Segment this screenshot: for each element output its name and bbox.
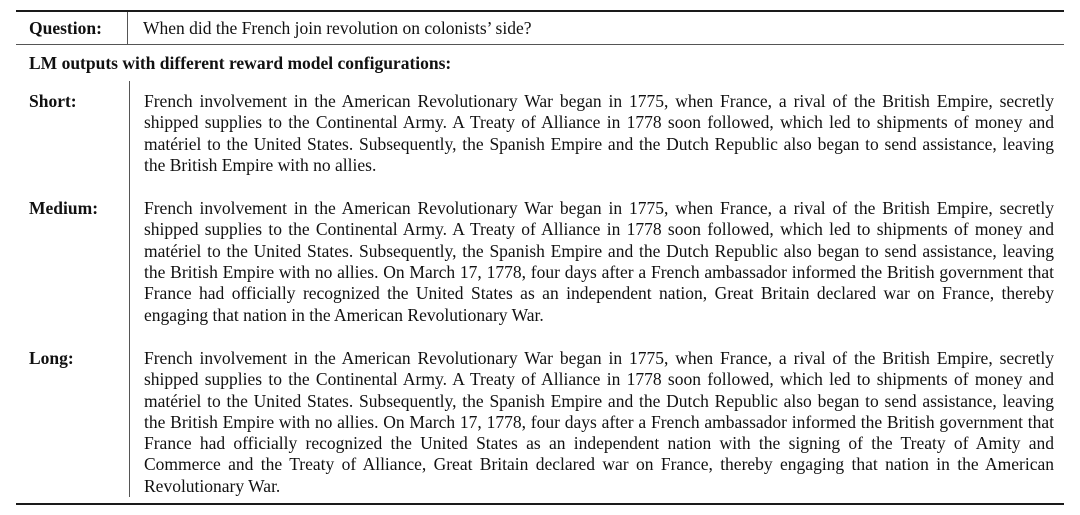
- question-row: [16, 12, 1064, 44]
- entry-label-short: Short:: [29, 91, 77, 111]
- entry-label-long: Long:: [29, 347, 74, 368]
- bottom-rule: [16, 503, 1064, 505]
- output-comparison-table: [16, 10, 1064, 505]
- entry-short: [16, 91, 1064, 176]
- entry-text-long: French involvement in the American Revolutionary War began in 1775, when France, a rival of the British Empire, secretly shipped supplies to the Continental Army. A Treaty of Alliance in 1778 soon followed, which led to shipments of money and matériel to the United States. Subsequently, the Spanish Empire and the Dutch Republic also began to send assistance, leaving the British Empire with no allies. On March 17, 1778, four days after a French ambassador informed the British government that France had officially recognized the United States as an independent nation with the signing of the Treaty of Amity and Commerce and the Treaty of Alliance, Great Britain declared war on France, thereby engaging that nation in the American Revolutionary War.: [129, 348, 1054, 497]
- entry-medium: [16, 198, 1064, 326]
- entry-text-short: French involvement in the American Revolutionary War began in 1775, when France, a rival of the British Empire, secretly shipped supplies to the Continental Army. A Treaty of Alliance in 1778 soon followed, which led to shipments of money and matériel to the United States. Subsequently, the Spanish Empire and the Dutch Republic also began to send assistance, leaving the British Empire with no allies.: [129, 91, 1054, 176]
- question-label: Question:: [16, 12, 128, 44]
- entries-list: [16, 81, 1064, 503]
- entry-text-medium: French involvement in the American Revolutionary War began in 1775, when France, a rival of the British Empire, secretly shipped supplies to the Continental Army. A Treaty of Alliance in 1778 soon followed, which led to shipments of money and matériel to the United States. Subsequently, the Spanish Empire and the Dutch Republic also began to send assistance, leaving the British Empire with no allies. On March 17, 1778, four days after a French ambassador informed the British government that France had officially recognized the United States as an independent nation, Great Britain declared war on France, thereby engaging that nation in the American Revolutionary War.: [129, 198, 1054, 326]
- entry-long: [16, 348, 1064, 497]
- entry-label-medium: Medium:: [29, 198, 99, 219]
- question-text: When did the French join revolution on colonists’ side?: [143, 17, 532, 38]
- section-heading: LM outputs with different reward model configurations:: [29, 52, 452, 73]
